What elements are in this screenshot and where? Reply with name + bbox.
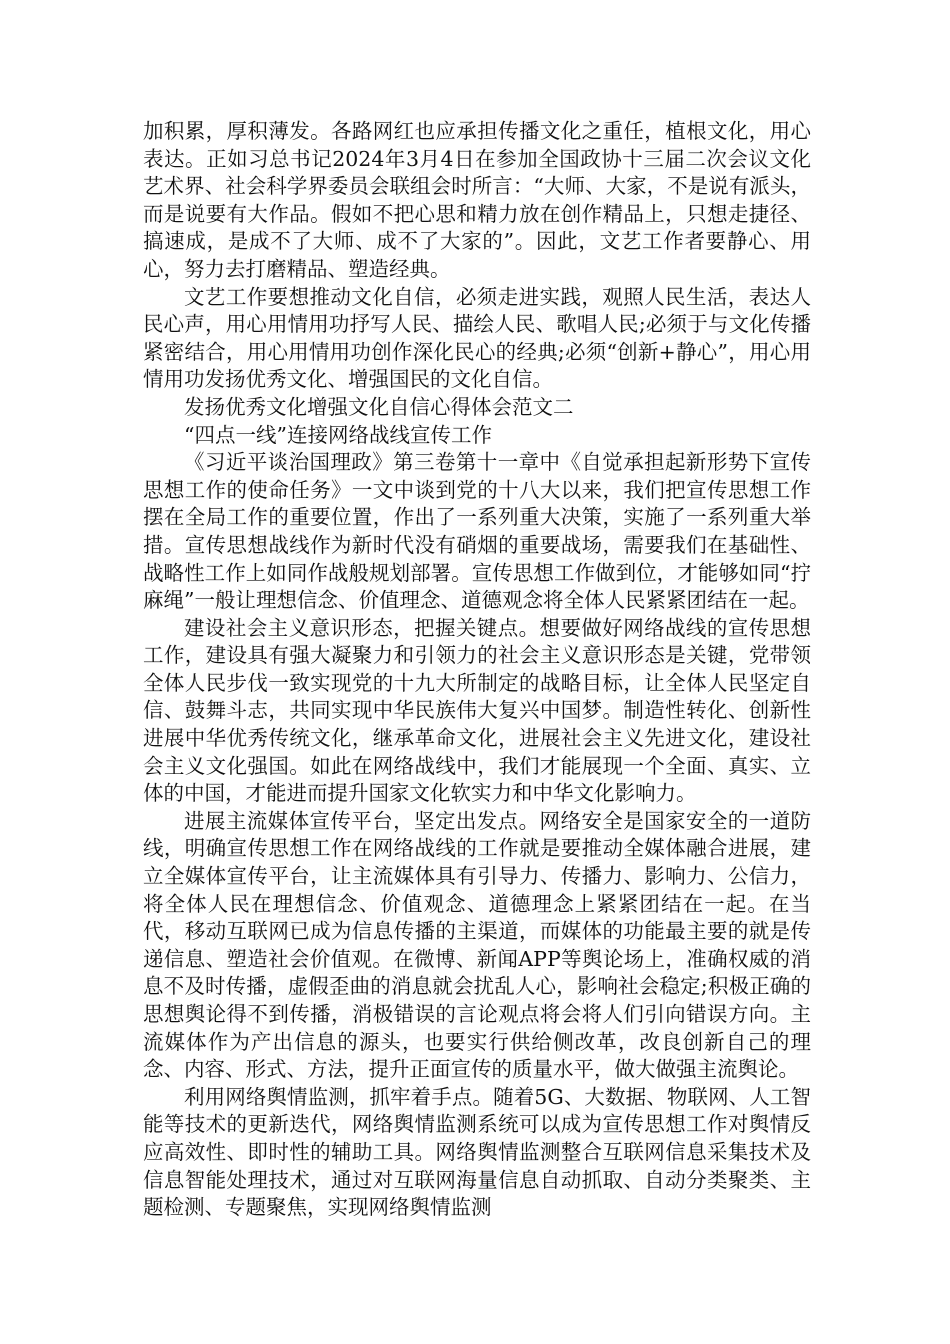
paragraph-public-opinion-monitoring: 利用网络舆情监测，抓牢着手点。随着5G、大数据、物联网、人工智能等技术的更新迭代，网络舆情监测系统可以成为宣传思想工作对舆情反应高效性、即时性的辅助工具。网络舆情监测整合互联网信息采集技术及信息智能处理技术，通过对互联网海量信息自动抓取、自动分类聚类、主题检测、专题聚焦，实现网络舆情监测 bbox=[143, 1084, 811, 1220]
paragraph-continuation: 加积累，厚积薄发。各路网红也应承担传播文化之重任，植根文化，用心表达。正如习总书记2024年3月4日在参加全国政协十三届二次会议文化艺术界、社会科学界委员会联组会时所言：“大师、大家，不是说有派头，而是说要有大作品。假如不把心思和精力放在创作精品上，只想走捷径、搞速成，是成不了大师、成不了大家的”。因此，文艺工作者要静心、用心，努力去打磨精品、塑造经典。 bbox=[143, 119, 811, 281]
paragraph-intro: 《习近平谈治国理政》第三卷第十一章中《自觉承担起新形势下宣传思想工作的使命任务》一文中谈到党的十八大以来，我们把宣传思想工作摆在全局工作的重要位置，作出了一系列重大决策，实施了一系列重大举措。宣传思想战线作为新时代没有硝烟的重要战场，需要我们在基础性、战略性工作上如同作战般规划部署。宣传思想工作做到位，才能够如同“拧麻绳”一般让理想信念、价值理念、道德观念将全体人民紧紧团结在一起。 bbox=[143, 450, 811, 613]
section-heading: 发扬优秀文化增强文化自信心得体会范文二 bbox=[184, 394, 574, 419]
paragraph-ideology: 建设社会主义意识形态，把握关键点。想要做好网络战线的宣传思想工作，建设具有强大凝聚力和引领力的社会主义意识形态是关键，党带领全体人民步伐一致实现党的十九大所制定的战略目标，让全体人民坚定自信、鼓舞斗志，共同实现中华民族伟大复兴中国梦。制造性转化、创新性进展中华优秀传统文化，继承革命文化，进展社会主义先进文化，建设社会主义文化强国。如此在网络战线中，我们才能展现一个全面、真实、立体的中国，才能进而提升国家文化软实力和中华文化影响力。 bbox=[143, 615, 811, 806]
document-body bbox=[143, 118, 811, 1222]
paragraph-cultural-confidence: 文艺工作要想推动文化自信，必须走进实践，观照人民生活，表达人民心声，用心用情用功抒写人民、描绘人民、歌唱人民;必须于与文化传播紧密结合，用心用情用功创作深化民心的经典;必须“创新+静心”，用心用情用功发扬优秀文化、增强国民的文化自信。 bbox=[143, 284, 811, 392]
paragraph-mainstream-media: 进展主流媒体宣传平台，坚定出发点。网络安全是国家安全的一道防线，明确宣传思想工作在网络战线的工作就是要推动全媒体融合进展，建立全媒体宣传平台，让主流媒体具有引导力、传播力、影响力、公信力，将全体人民在理想信念、价值观念、道德理念上紧紧团结在一起。在当代，移动互联网已成为信息传播的主渠道，而媒体的功能最主要的就是传递信息、塑造社会价值观。在微博、新闻APP等舆论场上，准确权威的消息不及时传播，虚假歪曲的消息就会扰乱人心，影响社会稳定;积极正确的思想舆论得不到传播，消极错误的言论观点将会将人们引向错误方向。主流媒体作为产出信息的源头，也要实行供给侧改革，改良创新自己的理念、内容、形式、方法，提升正面宣传的质量水平，做大做强主流舆论。 bbox=[143, 808, 811, 1082]
article-title: “四点一线”连接网络战线宣传工作 bbox=[184, 422, 492, 447]
